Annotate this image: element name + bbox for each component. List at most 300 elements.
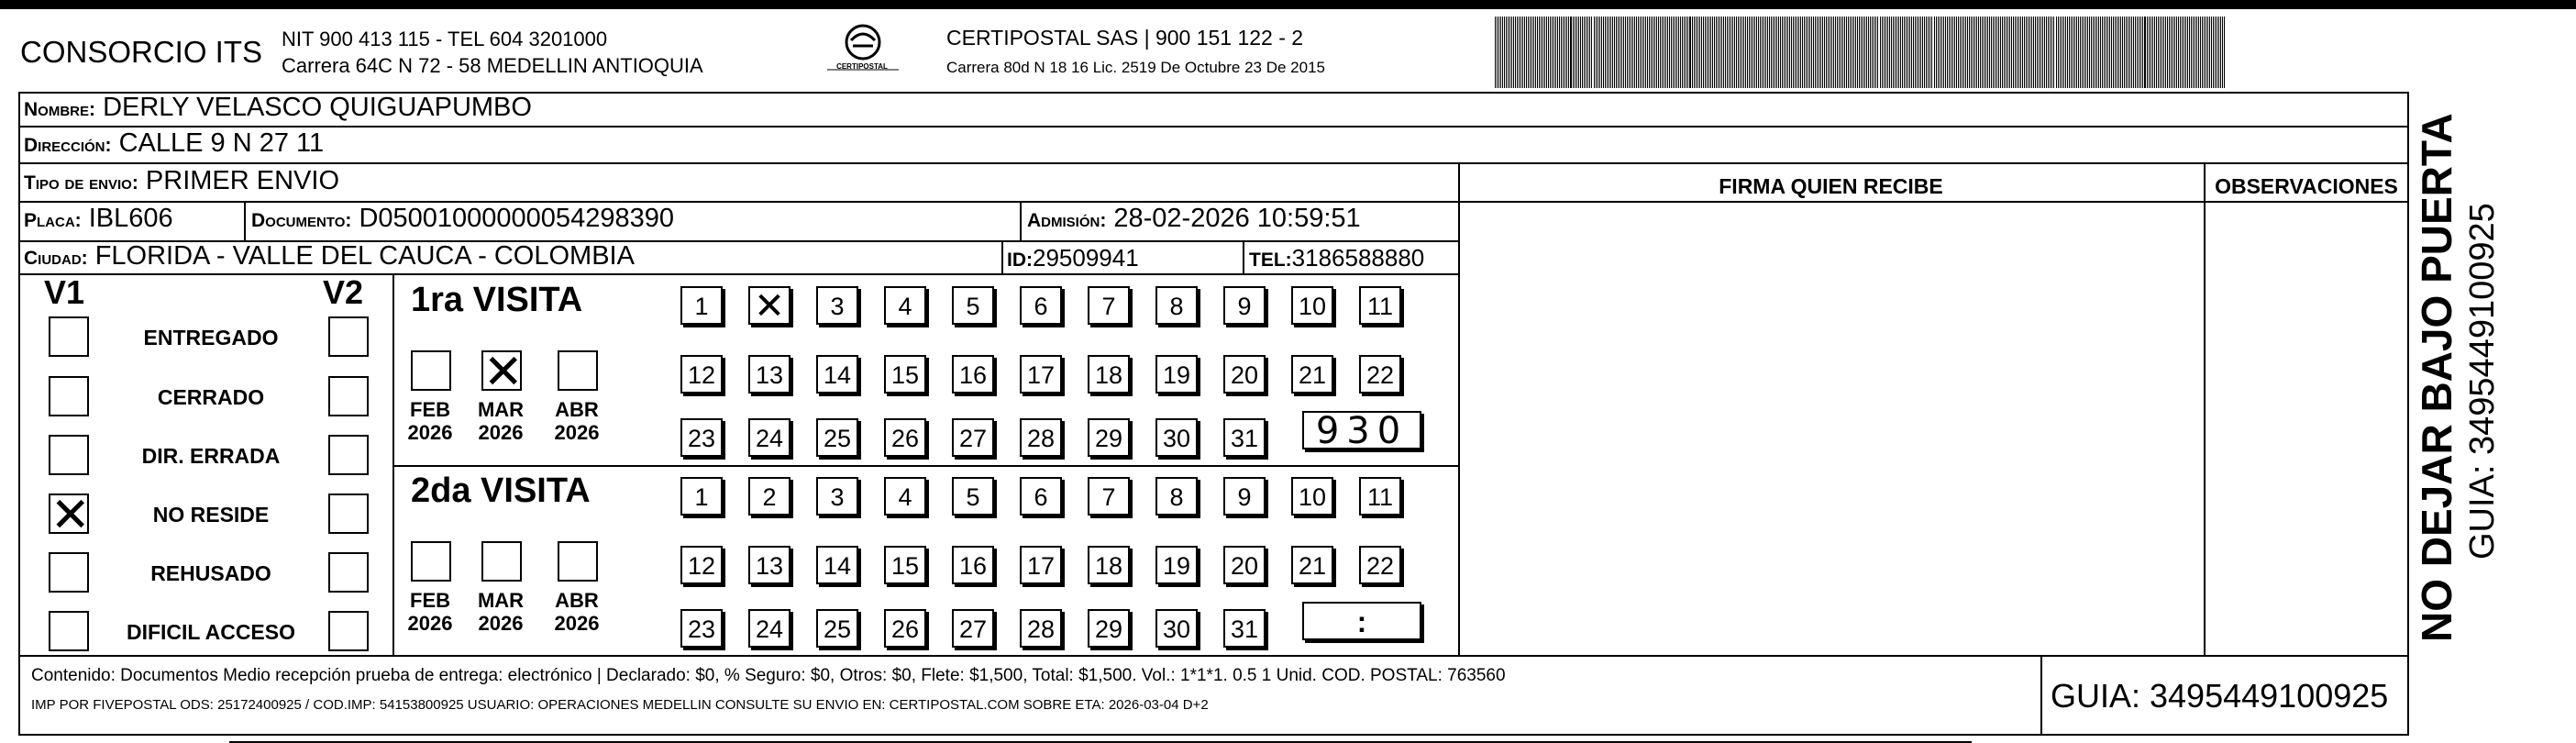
barcode-bar bbox=[1993, 17, 1994, 88]
v2-checkbox[interactable] bbox=[328, 611, 369, 651]
barcode-bar bbox=[1656, 17, 1657, 88]
barcode-bar bbox=[2144, 17, 2146, 88]
barcode-bar bbox=[1837, 17, 1838, 88]
barcode-bar bbox=[1989, 17, 1990, 88]
day-box[interactable]: 21 bbox=[1291, 546, 1333, 584]
barcode-bar bbox=[1991, 17, 1992, 88]
barcode-bar bbox=[2182, 17, 2183, 88]
barcode-bar bbox=[1922, 17, 1923, 88]
barcode-bar bbox=[1557, 17, 1558, 88]
barcode-bar bbox=[1859, 17, 1860, 88]
barcode-bar bbox=[2039, 17, 2040, 88]
barcode-bar bbox=[2015, 17, 2016, 88]
month-checkbox[interactable] bbox=[481, 541, 522, 582]
direccion-row bbox=[24, 128, 324, 159]
barcode-bar bbox=[1520, 17, 1521, 88]
barcode-bar bbox=[1866, 17, 1867, 88]
barcode-bar bbox=[1978, 17, 1979, 88]
documento-row bbox=[251, 204, 674, 234]
barcode-bar bbox=[1708, 17, 1709, 88]
year-label: 2026 bbox=[478, 421, 524, 444]
company-nit: NIT 900 413 115 - TEL 604 3201000 bbox=[282, 28, 608, 50]
day-box[interactable]: 19 bbox=[1155, 355, 1198, 394]
day-box[interactable]: 25 bbox=[816, 609, 858, 648]
month-checkbox[interactable] bbox=[411, 350, 451, 391]
barcode-bar bbox=[2078, 17, 2079, 88]
barcode-bar bbox=[1714, 17, 1715, 88]
day-box[interactable]: 15 bbox=[884, 355, 926, 394]
barcode-bar bbox=[2135, 17, 2136, 88]
barcode-bar bbox=[1566, 17, 1567, 88]
day-box[interactable]: 22 bbox=[1359, 546, 1401, 584]
day-box[interactable]: 6 bbox=[1020, 286, 1062, 325]
v1-checkbox[interactable] bbox=[49, 552, 89, 593]
v2-header: V2 bbox=[323, 273, 364, 311]
day-box[interactable]: 3 bbox=[816, 286, 858, 325]
barcode-bar bbox=[2198, 17, 2199, 88]
barcode-bar bbox=[1789, 17, 1790, 88]
day-box[interactable]: 26 bbox=[884, 609, 926, 648]
barcode-bar bbox=[1705, 17, 1706, 88]
barcode-bar bbox=[1954, 17, 1955, 88]
barcode-bar bbox=[2102, 17, 2103, 88]
v2-checkbox[interactable] bbox=[328, 316, 369, 357]
day-box[interactable]: 29 bbox=[1088, 418, 1130, 457]
day-box[interactable]: 11 bbox=[1359, 477, 1401, 516]
barcode-bar bbox=[1599, 17, 1600, 88]
barcode-bar bbox=[2196, 17, 2197, 88]
barcode-bar bbox=[1586, 17, 1587, 88]
day-box[interactable]: 17 bbox=[1020, 546, 1062, 584]
direccion-label: Dirección: bbox=[24, 135, 112, 156]
barcode-bar bbox=[1553, 17, 1554, 88]
day-box[interactable]: 24 bbox=[748, 418, 790, 457]
barcode-bar bbox=[1976, 17, 1977, 88]
barcode-bar bbox=[1943, 17, 1944, 88]
barcode-bar bbox=[1530, 17, 1531, 88]
v2-checkbox[interactable] bbox=[328, 376, 369, 416]
month-label: MAR bbox=[477, 398, 525, 421]
month-label: ABR bbox=[555, 398, 599, 421]
barcode-bar bbox=[1773, 17, 1774, 88]
barcode-bar bbox=[2124, 17, 2125, 88]
barcode-bar bbox=[1909, 17, 1910, 88]
day-box[interactable]: 7 bbox=[1088, 286, 1130, 325]
day-box[interactable]: 19 bbox=[1155, 546, 1198, 584]
month-label: ABR bbox=[555, 589, 599, 612]
certipostal-address: Carrera 80d N 18 16 Lic. 2519 De Octubre 23 De 2015 bbox=[946, 59, 1325, 76]
barcode-bar bbox=[1967, 17, 1968, 88]
barcode-bar bbox=[1589, 17, 1590, 88]
barcode-bar bbox=[2171, 17, 2172, 88]
barcode-bar bbox=[2174, 17, 2175, 88]
month-label: FEB bbox=[410, 589, 450, 612]
month-checkbox[interactable] bbox=[558, 541, 598, 582]
barcode-bar bbox=[1654, 17, 1655, 88]
day-box[interactable]: 4 bbox=[884, 286, 926, 325]
barcode-bar bbox=[1517, 17, 1518, 88]
barcode-bar bbox=[1839, 17, 1840, 88]
day-box[interactable]: 28 bbox=[1020, 609, 1062, 648]
top-border bbox=[0, 0, 2576, 9]
barcode-bar bbox=[1960, 17, 1961, 88]
barcode-bar bbox=[1548, 17, 1549, 88]
barcode-bar bbox=[2111, 17, 2112, 88]
barcode-bar bbox=[2154, 17, 2155, 88]
barcode-bar bbox=[1564, 17, 1565, 88]
day-box[interactable]: 6 bbox=[1020, 477, 1062, 516]
day-box[interactable]: 8 bbox=[1155, 477, 1198, 516]
barcode-bar bbox=[2161, 17, 2162, 88]
day-box[interactable]: 31 bbox=[1223, 609, 1266, 648]
day-box[interactable]: 26 bbox=[884, 418, 926, 457]
barcode-bar bbox=[1515, 17, 1516, 88]
barcode-bar bbox=[2029, 17, 2030, 88]
barcode-bar bbox=[2178, 17, 2179, 88]
barcode-bar bbox=[1682, 17, 1683, 88]
barcode-bar bbox=[1956, 17, 1957, 88]
barcode-bar bbox=[1870, 17, 1871, 88]
barcode-bar bbox=[1694, 17, 1695, 88]
company-info bbox=[282, 26, 703, 79]
day-box[interactable]: 22 bbox=[1359, 355, 1401, 394]
barcode-bar bbox=[1793, 17, 1794, 88]
admision-row bbox=[1027, 204, 1361, 234]
v2-checkbox[interactable] bbox=[328, 493, 369, 534]
barcode-bar bbox=[2176, 17, 2177, 88]
month-checkbox[interactable]: ✕ bbox=[483, 345, 524, 400]
day-box[interactable]: 12 bbox=[680, 355, 723, 394]
barcode-bar bbox=[1546, 17, 1547, 88]
barcode-bar bbox=[2200, 17, 2201, 88]
day-box[interactable]: ✕ bbox=[748, 286, 790, 325]
day-box[interactable]: 28 bbox=[1020, 418, 1062, 457]
barcode-bar bbox=[1828, 17, 1829, 88]
barcode-bar bbox=[2060, 17, 2061, 88]
day-box[interactable]: 9 bbox=[1223, 286, 1266, 325]
barcode-bar bbox=[1998, 17, 1999, 88]
day-box[interactable]: 31 bbox=[1223, 418, 1266, 457]
barcode-bar bbox=[1647, 17, 1648, 88]
barcode-bar bbox=[1861, 17, 1862, 88]
barcode-bar bbox=[1673, 17, 1674, 88]
admision-value: 28-02-2026 10:59:51 bbox=[1113, 204, 1361, 233]
barcode-bar bbox=[2044, 17, 2045, 88]
nombre-value: DERLY VELASCO QUIGUAPUMBO bbox=[103, 93, 532, 122]
id-row bbox=[1007, 244, 1139, 272]
barcode-bar bbox=[2140, 17, 2141, 88]
barcode-bar bbox=[2074, 17, 2075, 88]
day-box[interactable]: 14 bbox=[816, 355, 858, 394]
barcode-bar bbox=[2040, 17, 2041, 88]
barcode-bar bbox=[1645, 17, 1646, 88]
barcode-bar bbox=[1987, 17, 1988, 88]
barcode-bar bbox=[1934, 17, 1935, 88]
status-label: NO RESIDE bbox=[152, 503, 270, 527]
barcode-bar bbox=[2017, 17, 2018, 88]
v1-checkbox[interactable] bbox=[49, 316, 89, 357]
day-box[interactable]: 16 bbox=[952, 546, 994, 584]
barcode-bar bbox=[1809, 17, 1810, 88]
barcode-bar bbox=[2048, 17, 2049, 88]
barcode-bar bbox=[1741, 17, 1742, 88]
signature-area[interactable] bbox=[1460, 202, 2204, 655]
barcode-bar bbox=[1778, 17, 1779, 88]
barcode-bar bbox=[2213, 17, 2214, 88]
barcode-bar bbox=[1853, 17, 1854, 88]
visit2-title: 2da VISITA bbox=[411, 471, 591, 510]
barcode-bar bbox=[1563, 17, 1564, 88]
barcode-bar bbox=[1769, 17, 1770, 88]
barcode-bar bbox=[1596, 17, 1597, 88]
barcode-bar bbox=[2120, 17, 2121, 88]
barcode-bar bbox=[2191, 17, 2192, 88]
barcode-bar bbox=[1634, 17, 1635, 88]
barcode-bar bbox=[1707, 17, 1708, 88]
visit2-time-field[interactable]: : bbox=[1302, 602, 1421, 640]
barcode-bar bbox=[1907, 17, 1908, 88]
day-box[interactable]: 1 bbox=[680, 477, 723, 516]
barcode-bar bbox=[1667, 17, 1668, 88]
barcode-bar bbox=[1605, 17, 1606, 88]
barcode-bar bbox=[2018, 17, 2019, 88]
day-box[interactable]: 11 bbox=[1359, 286, 1401, 325]
barcode-bar bbox=[1756, 17, 1757, 88]
barcode-bar bbox=[1963, 17, 1964, 88]
barcode-bar bbox=[1776, 17, 1777, 88]
barcode-bar bbox=[1636, 17, 1637, 88]
day-box[interactable]: 1 bbox=[680, 286, 723, 325]
barcode-bar bbox=[1576, 17, 1577, 88]
barcode-bar bbox=[1738, 17, 1739, 88]
day-box[interactable]: 23 bbox=[680, 609, 723, 648]
barcode-bar bbox=[1842, 17, 1843, 88]
day-box[interactable]: 15 bbox=[884, 546, 926, 584]
barcode-bar bbox=[1965, 17, 1966, 88]
footer-guia: GUIA: 3495449100925 bbox=[2051, 677, 2389, 715]
barcode-bar bbox=[1913, 17, 1914, 88]
day-box[interactable]: 30 bbox=[1155, 609, 1198, 648]
barcode-bar bbox=[1587, 17, 1588, 88]
barcode-bar bbox=[2065, 17, 2066, 88]
month-checkbox[interactable] bbox=[411, 541, 451, 582]
barcode-bar bbox=[2058, 17, 2059, 88]
barcode-bar bbox=[1506, 17, 1507, 88]
v1-checkbox[interactable] bbox=[49, 435, 89, 475]
barcode-bar bbox=[1754, 17, 1755, 88]
barcode-bar bbox=[1974, 17, 1975, 88]
barcode-bar bbox=[2085, 17, 2086, 88]
barcode-bar bbox=[2113, 17, 2114, 88]
barcode-bar bbox=[2000, 17, 2001, 88]
year-label: 2026 bbox=[407, 421, 453, 444]
barcode-icon bbox=[1495, 17, 2228, 88]
barcode-bar bbox=[1765, 17, 1766, 88]
day-box[interactable]: 29 bbox=[1088, 609, 1130, 648]
barcode-bar bbox=[1614, 17, 1615, 88]
day-box[interactable]: 12 bbox=[680, 546, 723, 584]
day-box[interactable]: 20 bbox=[1223, 546, 1266, 584]
day-box[interactable]: 4 bbox=[884, 477, 926, 516]
day-box[interactable]: 30 bbox=[1155, 418, 1198, 457]
status-label: CERRADO bbox=[157, 385, 265, 409]
barcode-bar bbox=[1627, 17, 1628, 88]
day-box[interactable]: 18 bbox=[1088, 355, 1130, 394]
day-box[interactable]: 13 bbox=[748, 355, 790, 394]
barcode-bar bbox=[1872, 17, 1873, 88]
barcode-bar bbox=[1924, 17, 1925, 88]
barcode-bar bbox=[1904, 17, 1905, 88]
day-box[interactable]: 27 bbox=[952, 609, 994, 648]
day-box[interactable]: 3 bbox=[816, 477, 858, 516]
barcode-bar bbox=[2046, 17, 2047, 88]
barcode-bar bbox=[2109, 17, 2110, 88]
day-box[interactable]: 14 bbox=[816, 546, 858, 584]
barcode-bar bbox=[1985, 17, 1986, 88]
barcode-bar bbox=[1584, 17, 1585, 88]
barcode-bar bbox=[1889, 17, 1890, 88]
barcode-bar bbox=[1721, 17, 1722, 88]
v1-checkbox[interactable]: ✕ bbox=[50, 488, 91, 543]
barcode-bar bbox=[1603, 17, 1604, 88]
barcode-bar bbox=[1926, 17, 1927, 88]
barcode-bar bbox=[1887, 17, 1888, 88]
month-label: MAR bbox=[477, 589, 525, 612]
day-box[interactable]: 9 bbox=[1223, 477, 1266, 516]
day-box[interactable]: 10 bbox=[1291, 477, 1333, 516]
barcode-bar bbox=[1629, 17, 1630, 88]
barcode-bar bbox=[2202, 17, 2203, 88]
admision-label: Admisión: bbox=[1027, 210, 1107, 231]
barcode-bar bbox=[1680, 17, 1681, 88]
barcode-bar bbox=[1763, 17, 1764, 88]
direccion-value: CALLE 9 N 27 11 bbox=[118, 128, 325, 158]
day-box[interactable]: 21 bbox=[1291, 355, 1333, 394]
barcode-bar bbox=[1732, 17, 1733, 88]
barcode-bar bbox=[1774, 17, 1775, 88]
day-box[interactable]: 24 bbox=[748, 609, 790, 648]
barcode-bar bbox=[2189, 17, 2190, 88]
barcode-bar bbox=[1671, 17, 1672, 88]
barcode-bar bbox=[1896, 17, 1897, 88]
barcode-bar bbox=[2211, 17, 2212, 88]
year-label: 2026 bbox=[407, 612, 453, 635]
tipo-value: PRIMER ENVIO bbox=[145, 166, 340, 195]
barcode-bar bbox=[1676, 17, 1677, 88]
v1-checkbox[interactable] bbox=[49, 611, 89, 651]
barcode-bar bbox=[2187, 17, 2188, 88]
barcode-bar bbox=[1526, 17, 1527, 88]
day-box[interactable]: 16 bbox=[952, 355, 994, 394]
barcode-bar bbox=[1806, 17, 1807, 88]
barcode-bar bbox=[2050, 17, 2051, 88]
barcode-bar bbox=[2160, 17, 2161, 88]
barcode-bar bbox=[1736, 17, 1737, 88]
barcode-bar bbox=[1846, 17, 1847, 88]
day-box[interactable]: 17 bbox=[1020, 355, 1062, 394]
day-box[interactable]: 10 bbox=[1291, 286, 1333, 325]
barcode-bar bbox=[2222, 17, 2223, 88]
day-box[interactable]: 25 bbox=[816, 418, 858, 457]
barcode-bar bbox=[1498, 17, 1499, 88]
barcode-bar bbox=[2089, 17, 2090, 88]
day-box[interactable]: 27 bbox=[952, 418, 994, 457]
day-box[interactable]: 8 bbox=[1155, 286, 1198, 325]
barcode-bar bbox=[1734, 17, 1735, 88]
barcode-bar bbox=[1929, 17, 1930, 88]
barcode-bar bbox=[1931, 17, 1932, 88]
barcode-bar bbox=[1616, 17, 1617, 88]
barcode-bar bbox=[1703, 17, 1704, 88]
barcode-bar bbox=[1495, 17, 1496, 88]
day-box[interactable]: 5 bbox=[952, 286, 994, 325]
barcode-bar bbox=[2129, 17, 2130, 88]
footer-contenido: Contenido: Documentos Medio recepción prueba de entrega: electrónico | Declarado: $0, % Seguro: $0, Otros: $0, Flete: $1,500, Total: $1,500. Vol.: 1*1*1. 0.5 1 Unid. COD. POSTAL: 763560 bbox=[31, 666, 1506, 685]
day-box[interactable]: 5 bbox=[952, 477, 994, 516]
v2-checkbox[interactable] bbox=[328, 552, 369, 593]
barcode-bar bbox=[2076, 17, 2077, 88]
barcode-bar bbox=[2020, 17, 2021, 88]
barcode-bar bbox=[2147, 17, 2148, 88]
day-box[interactable]: 18 bbox=[1088, 546, 1130, 584]
barcode-bar bbox=[1528, 17, 1529, 88]
id-label: ID: bbox=[1007, 250, 1033, 271]
ciudad-row bbox=[24, 241, 635, 272]
barcode-bar bbox=[2004, 17, 2005, 88]
barcode-bar bbox=[2022, 17, 2023, 88]
barcode-bar bbox=[1760, 17, 1761, 88]
logo-text: CERTIPOSTAL bbox=[836, 62, 888, 71]
barcode-bar bbox=[2037, 17, 2038, 88]
day-box[interactable]: 2 bbox=[748, 477, 790, 516]
barcode-bar bbox=[1800, 17, 1801, 88]
barcode-bar bbox=[1535, 17, 1536, 88]
barcode-bar bbox=[1601, 17, 1602, 88]
observaciones-area[interactable] bbox=[2206, 202, 2409, 655]
barcode-bar bbox=[1725, 17, 1726, 88]
barcode-bar bbox=[1902, 17, 1903, 88]
visit1-time-field[interactable]: 930 bbox=[1302, 411, 1421, 449]
barcode-bar bbox=[1582, 17, 1583, 88]
barcode-bar bbox=[2126, 17, 2127, 88]
day-box[interactable]: 23 bbox=[680, 418, 723, 457]
barcode-bar bbox=[1568, 17, 1569, 88]
barcode-bar bbox=[1716, 17, 1717, 88]
barcode-bar bbox=[1782, 17, 1783, 88]
month-checkbox[interactable] bbox=[558, 350, 598, 391]
barcode-bar bbox=[1826, 17, 1827, 88]
v2-checkbox[interactable] bbox=[328, 435, 369, 475]
day-box[interactable]: 7 bbox=[1088, 477, 1130, 516]
barcode-bar bbox=[2006, 17, 2007, 88]
ciudad-label: Ciudad: bbox=[24, 248, 88, 269]
barcode-bar bbox=[2028, 17, 2029, 88]
day-box[interactable]: 13 bbox=[748, 546, 790, 584]
barcode-bar bbox=[1524, 17, 1525, 88]
day-box[interactable]: 20 bbox=[1223, 355, 1266, 394]
barcode-bar bbox=[2013, 17, 2014, 88]
tipo-row bbox=[24, 166, 339, 196]
barcode-bar bbox=[2007, 17, 2008, 88]
barcode-bar bbox=[2056, 17, 2057, 88]
barcode-bar bbox=[1701, 17, 1702, 88]
barcode-bar bbox=[2209, 17, 2210, 88]
v1-checkbox[interactable] bbox=[49, 376, 89, 416]
barcode-bar bbox=[1795, 17, 1796, 88]
barcode-bar bbox=[1665, 17, 1666, 88]
barcode-bar bbox=[1513, 17, 1514, 88]
barcode-bar bbox=[1911, 17, 1912, 88]
